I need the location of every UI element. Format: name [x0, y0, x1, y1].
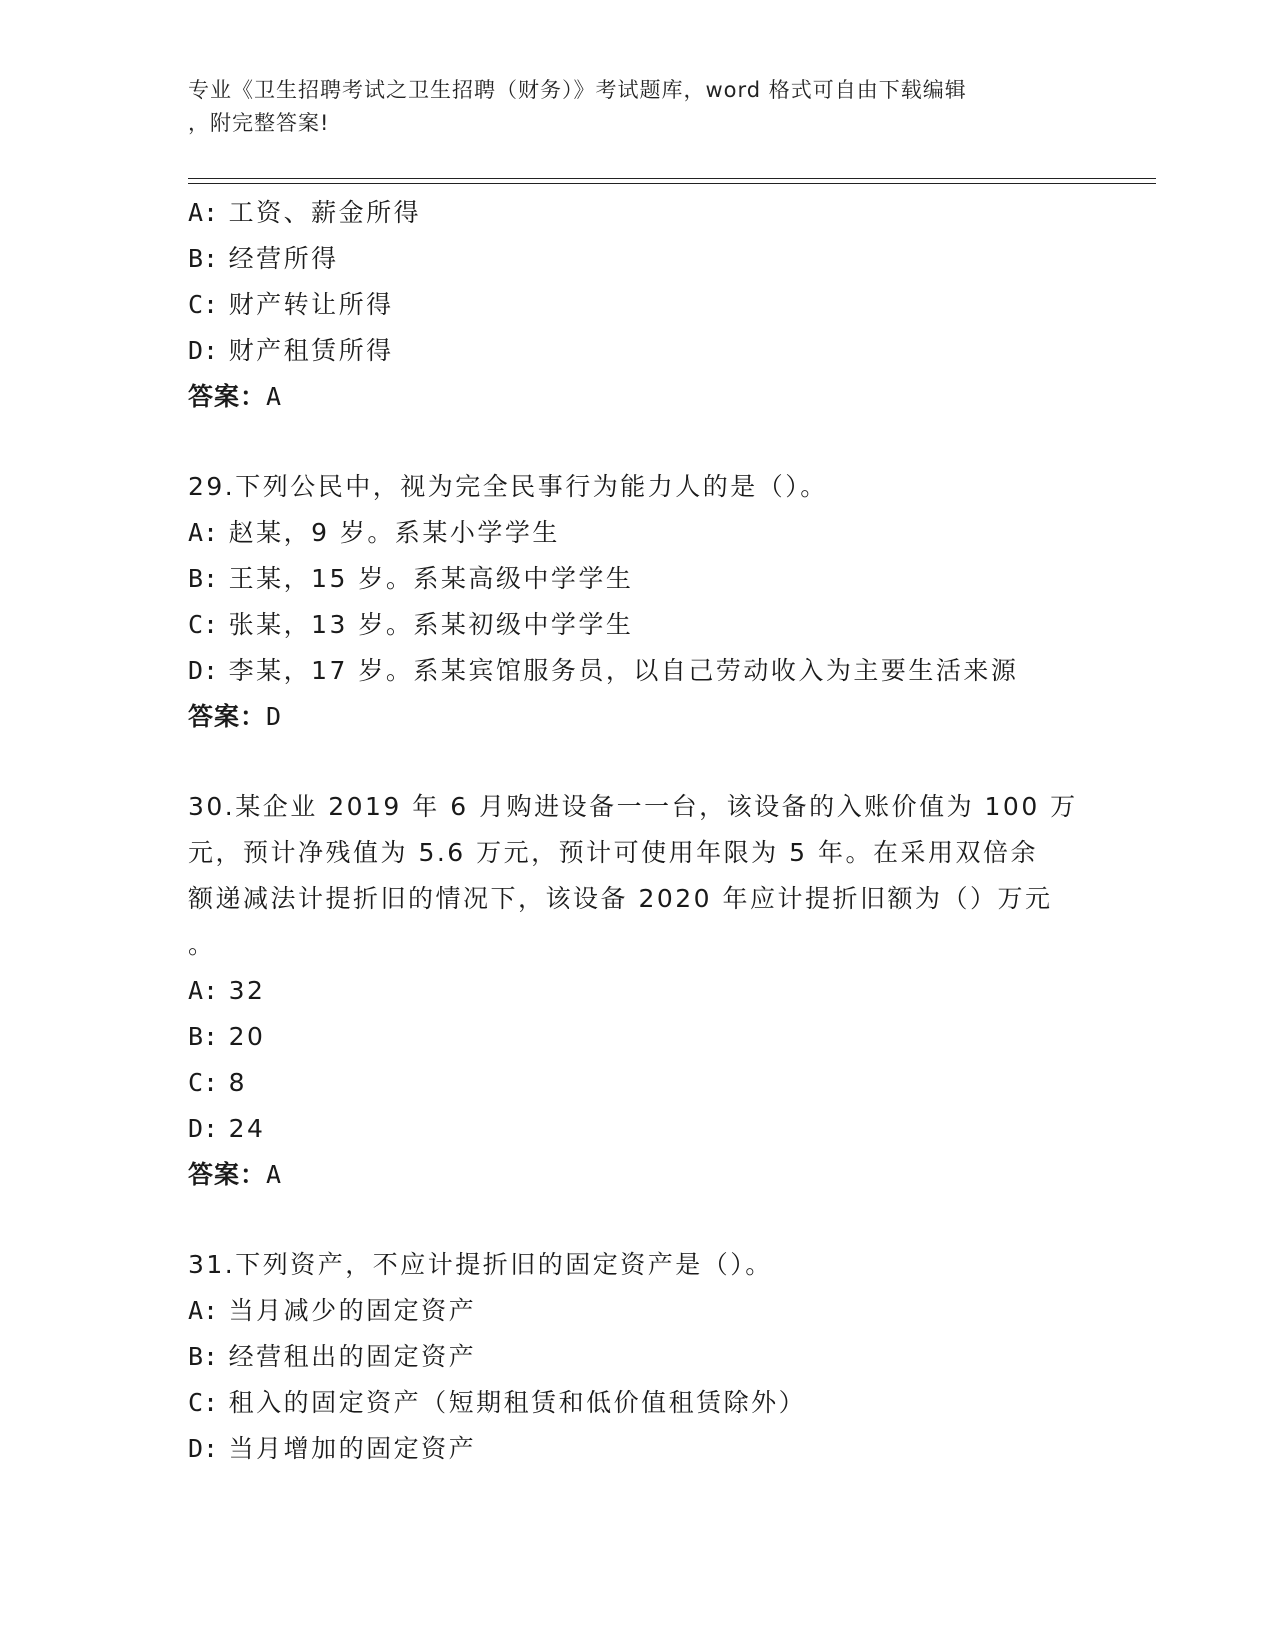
question-29 [188, 464, 1088, 740]
option-d: D: 当月增加的固定资产 [188, 1434, 477, 1463]
header-line-1: 专业《卫生招聘考试之卫生招聘（财务）》考试题库，word 格式可自由下载编辑 [188, 78, 967, 102]
page-header [188, 74, 1068, 140]
option-a: A: 工资、薪金所得 [188, 198, 422, 227]
header-rule-bottom [188, 183, 1156, 184]
header-line-2: ，附完整答案! [188, 111, 330, 135]
option-c: C: 财产转让所得 [188, 290, 394, 319]
question-30 [188, 784, 1088, 1198]
spacer [188, 740, 1088, 784]
option-d: D: 财产租赁所得 [188, 336, 394, 365]
option-d: D: 李某，17 岁。系某宾馆服务员，以自己劳动收入为主要生活来源 [188, 656, 1019, 685]
question-stem-line: 。 [188, 930, 216, 959]
option-c: C: 张某，13 岁。系某初级中学学生 [188, 610, 634, 639]
option-b: B: 经营租出的固定资产 [188, 1342, 477, 1371]
answer-line: 答案：A [188, 382, 283, 411]
answer-line: 答案：D [188, 702, 283, 731]
question-31 [188, 1242, 1088, 1472]
spacer [188, 1198, 1088, 1242]
header-rule-top [188, 178, 1156, 179]
option-b: B: 王某，15 岁。系某高级中学学生 [188, 564, 634, 593]
answer-line: 答案：A [188, 1160, 283, 1189]
option-b: B: 经营所得 [188, 244, 339, 273]
option-c: C: 租入的固定资产（短期租赁和低价值租赁除外） [188, 1388, 807, 1417]
question-stem-line: 元，预计净残值为 5.6 万元，预计可使用年限为 5 年。在采用双倍余 [188, 838, 1038, 867]
option-a: A: 32 [188, 976, 266, 1005]
option-d: D: 24 [188, 1114, 266, 1143]
question-stem-line: 额递减法计提折旧的情况下，该设备 2020 年应计提折旧额为（）万元 [188, 884, 1053, 913]
option-c: C: 8 [188, 1068, 247, 1097]
question-stem-line: 30.某企业 2019 年 6 月购进设备一一台，该设备的入账价值为 100 万 [188, 792, 1078, 821]
question-stem: 29.下列公民中，视为完全民事行为能力人的是（）。 [188, 472, 828, 501]
question-content [188, 190, 1088, 1472]
option-a: A: 赵某，9 岁。系某小学学生 [188, 518, 560, 547]
spacer [188, 420, 1088, 464]
option-a: A: 当月减少的固定资产 [188, 1296, 477, 1325]
question-28-options [188, 190, 1088, 420]
option-b: B: 20 [188, 1022, 266, 1051]
question-stem: 31.下列资产，不应计提折旧的固定资产是（）。 [188, 1250, 773, 1279]
